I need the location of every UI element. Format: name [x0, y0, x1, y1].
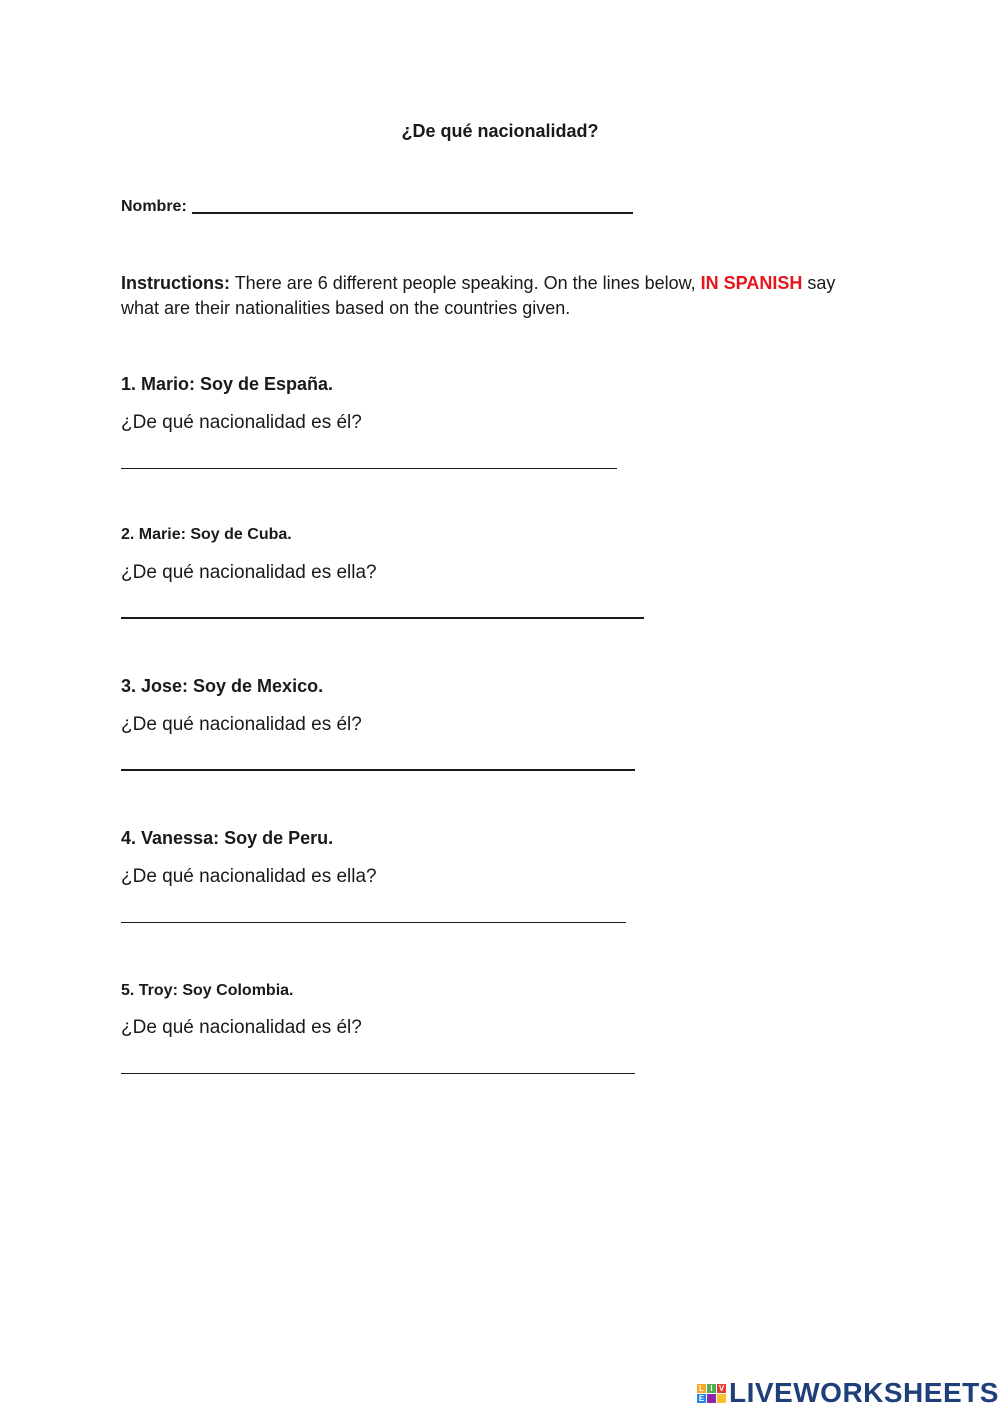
worksheet-title: ¿De qué nacionalidad?: [401, 121, 599, 141]
instructions-label: Instructions:: [121, 273, 231, 293]
question-2-heading: 2. Marie: Soy de Cuba.: [121, 526, 292, 543]
logo-badge-cell: E: [698, 1393, 705, 1403]
logo-badge-cell: [717, 1394, 726, 1403]
logo-badge-cell: V: [718, 1383, 725, 1393]
instructions-text-1: There are 6 different people speaking. On the lines below,: [230, 273, 701, 293]
question-5-heading: 5. Troy: Soy Colombia.: [121, 982, 294, 999]
question-3-heading: 3. Jose: Soy de Mexico.: [121, 676, 324, 696]
question-5-prompt: ¿De qué nacionalidad es él?: [121, 1017, 362, 1038]
question-1-answer-line[interactable]: [121, 468, 617, 469]
question-3-answer-line[interactable]: [121, 769, 635, 771]
logo-badge-cell: [707, 1394, 716, 1403]
logo-badge-icon: [697, 1384, 726, 1403]
instructions: [121, 271, 841, 321]
name-row: [121, 198, 633, 216]
question-4-answer-line[interactable]: [121, 922, 626, 923]
question-3-prompt: ¿De qué nacionalidad es él?: [121, 714, 362, 735]
logo-badge-cell: I: [707, 1384, 716, 1393]
instructions-highlight: IN SPANISH: [700, 273, 803, 293]
question-1-heading: 1. Mario: Soy de España.: [121, 374, 334, 394]
logo-text: LIVEWORKSHEETS: [729, 1377, 999, 1408]
liveworksheets-logo: [697, 1378, 999, 1408]
question-5-answer-line[interactable]: [121, 1073, 635, 1074]
question-2-answer-line[interactable]: [121, 617, 644, 619]
question-4-heading: 4. Vanessa: Soy de Peru.: [121, 828, 334, 848]
question-1-prompt: ¿De qué nacionalidad es él?: [121, 412, 362, 433]
logo-badge-cell: L: [697, 1384, 706, 1393]
question-4-prompt: ¿De qué nacionalidad es ella?: [121, 866, 377, 887]
name-input-line[interactable]: [192, 212, 633, 214]
name-label: Nombre:: [121, 198, 187, 215]
instructions-text-2: say what are their nationalities based on the countries given.: [121, 273, 836, 318]
question-2-prompt: ¿De qué nacionalidad es ella?: [121, 562, 377, 583]
